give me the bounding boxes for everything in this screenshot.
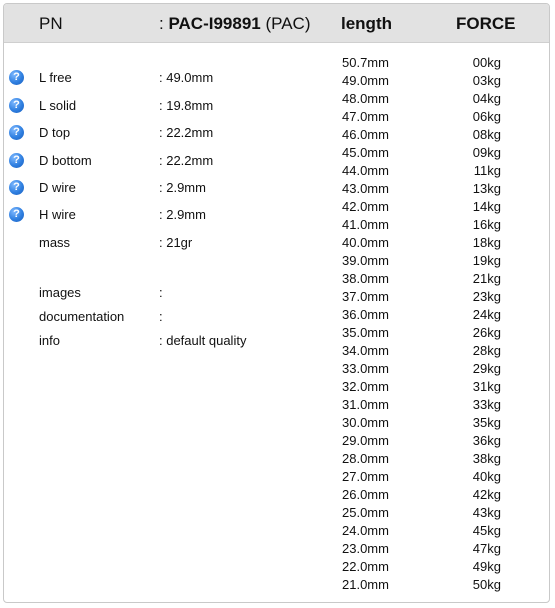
- force-cell: 24kg: [472, 307, 501, 322]
- spec-value: : 19.8mm: [159, 98, 214, 113]
- spec-label: mass: [39, 235, 71, 250]
- pn-label: PN: [39, 14, 63, 33]
- question-icon[interactable]: ?: [9, 125, 24, 140]
- length-cell: 24.0mm: [342, 523, 389, 538]
- part-number-brand: (PAC): [260, 14, 311, 33]
- force-cell: 11kg: [473, 163, 501, 178]
- length-cell: 45.0mm: [342, 145, 389, 160]
- force-cell: 14kg: [472, 199, 501, 214]
- spec-label: H wire: [39, 207, 76, 222]
- part-number: [159, 14, 311, 34]
- spec-value: : default quality: [159, 333, 247, 348]
- length-column-header: length: [341, 14, 392, 33]
- spec-label: images: [39, 285, 81, 300]
- length-cell: 33.0mm: [342, 361, 389, 376]
- force-cell: 19kg: [472, 253, 501, 268]
- spec-value: :: [159, 285, 163, 300]
- spec-label: documentation: [39, 309, 125, 324]
- part-number-code: PAC-I99891: [168, 14, 261, 33]
- length-cell: 35.0mm: [342, 325, 389, 340]
- force-cell: 33kg: [472, 397, 501, 412]
- force-cell: 36kg: [472, 433, 501, 448]
- length-cell: 41.0mm: [342, 217, 389, 232]
- length-cell: 47.0mm: [342, 109, 389, 124]
- force-column-header: FORCE: [456, 14, 516, 33]
- spec-label: L free: [39, 70, 72, 85]
- force-cell: 04kg: [472, 91, 501, 106]
- force-cell: 47kg: [472, 541, 501, 556]
- force-cell: 31kg: [472, 379, 501, 394]
- length-cell: 49.0mm: [342, 73, 389, 88]
- spec-value: : 22.2mm: [159, 125, 214, 140]
- length-cell: 43.0mm: [342, 181, 389, 196]
- force-cell: 09kg: [472, 145, 501, 160]
- spec-label: D bottom: [39, 153, 92, 168]
- spec-value: :: [159, 309, 163, 324]
- length-cell: 34.0mm: [342, 343, 389, 358]
- spec-label: L solid: [39, 98, 77, 113]
- force-cell: 13kg: [472, 181, 501, 196]
- length-cell: 27.0mm: [342, 469, 389, 484]
- spec-label: info: [39, 333, 60, 348]
- length-cell: 40.0mm: [342, 235, 389, 250]
- length-cell: 32.0mm: [342, 379, 389, 394]
- length-cell: 26.0mm: [342, 487, 389, 502]
- force-cell: 06kg: [472, 109, 501, 124]
- force-cell: 38kg: [472, 451, 501, 466]
- spring-spec-panel: [3, 3, 550, 603]
- spec-value: : 49.0mm: [159, 70, 214, 85]
- spec-value: : 2.9mm: [159, 180, 206, 195]
- length-cell: 22.0mm: [342, 559, 389, 574]
- length-cell: 25.0mm: [342, 505, 389, 520]
- question-icon[interactable]: ?: [9, 153, 24, 168]
- spec-header: [4, 4, 549, 43]
- force-cell: 23kg: [472, 289, 501, 304]
- force-cell: 42kg: [472, 487, 501, 502]
- length-cell: 31.0mm: [342, 397, 389, 412]
- spec-value: : 21gr: [159, 235, 193, 250]
- length-cell: 36.0mm: [342, 307, 389, 322]
- force-cell: 08kg: [472, 127, 501, 142]
- spec-value: : 2.9mm: [159, 207, 206, 222]
- length-cell: 30.0mm: [342, 415, 389, 430]
- force-cell: 50kg: [472, 577, 501, 592]
- length-cell: 23.0mm: [342, 541, 389, 556]
- question-icon[interactable]: ?: [9, 180, 24, 195]
- spec-value: : 22.2mm: [159, 153, 214, 168]
- spec-label: D wire: [39, 180, 76, 195]
- force-cell: 26kg: [472, 325, 501, 340]
- force-cell: 18kg: [472, 235, 501, 250]
- force-cell: 49kg: [472, 559, 501, 574]
- length-cell: 46.0mm: [342, 127, 389, 142]
- force-cell: 43kg: [472, 505, 501, 520]
- length-cell: 37.0mm: [342, 289, 389, 304]
- spec-label: D top: [39, 125, 71, 140]
- length-cell: 29.0mm: [342, 433, 389, 448]
- force-cell: 35kg: [472, 415, 501, 430]
- length-cell: 21.0mm: [342, 577, 389, 592]
- force-cell: 16kg: [472, 217, 501, 232]
- length-cell: 38.0mm: [342, 271, 389, 286]
- force-cell: 21kg: [472, 271, 501, 286]
- length-cell: 28.0mm: [342, 451, 389, 466]
- length-cell: 39.0mm: [342, 253, 389, 268]
- length-cell: 44.0mm: [342, 163, 389, 178]
- pn-prefix: :: [159, 14, 169, 33]
- force-cell: 00kg: [472, 55, 501, 70]
- question-icon[interactable]: ?: [9, 98, 24, 113]
- length-cell: 48.0mm: [342, 91, 389, 106]
- force-cell: 28kg: [472, 343, 501, 358]
- length-cell: 42.0mm: [342, 199, 389, 214]
- force-cell: 29kg: [472, 361, 501, 376]
- force-cell: 03kg: [472, 73, 501, 88]
- force-cell: 45kg: [472, 523, 501, 538]
- question-icon[interactable]: ?: [9, 70, 24, 85]
- length-cell: 50.7mm: [342, 55, 389, 70]
- question-icon[interactable]: ?: [9, 207, 24, 222]
- force-cell: 40kg: [472, 469, 501, 484]
